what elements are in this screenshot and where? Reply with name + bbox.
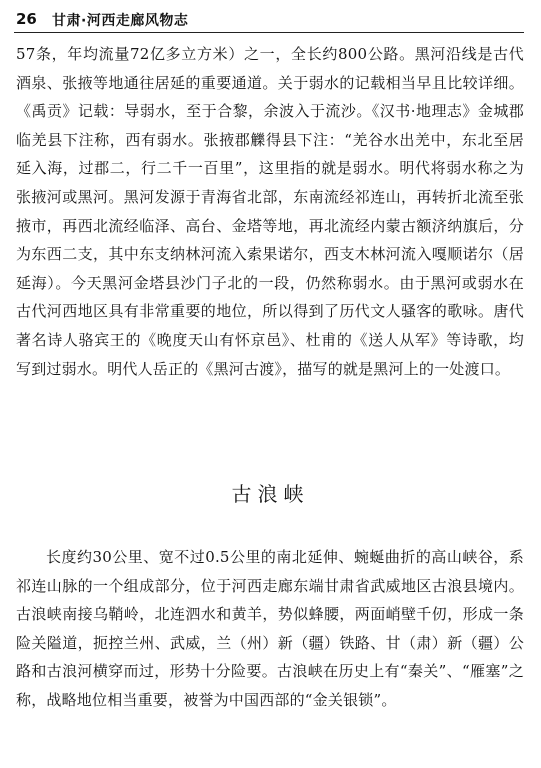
body-paragraph-1: 57条，年均流量72亿多立方米）之一，全长约800公路。黑河沿线是古代酒泉、张掖等地通往居延的重要通道。关于弱水的记载相当早且比较详细。《禹贡》记载：导弱水，至于合黎，余波入于流沙。《汉书·地理志》金城郡临羌县下注称，西有弱水。张掖郡觻得县下注：“羌谷水出羌中，东北至居延入海，过郡二，行二千一百里”，这里指的就是弱水。明代将弱水称之为张掖河或黑河。黑河发源于青海省北部，东南流经祁连山，再转折北流至张掖市，再西北流经临泽、高台、金塔等地，再北流经内蒙古额济纳旗后，分为东西二支，其中东支纳林河流入索果诺尔，西支木林河流入嘎顺诺尔（居延海）。今天黑河金塔县沙门子北的一段，仍然称弱水。由于黑河或弱水在古代河西地区具有非常重要的地位，所以得到了历代文人骚客的歌咏。唐代著名诗人骆宾王的《晚度天山有怀京邑》、杜甫的《送人从军》等诗歌，均写到过弱水。明代人岳正的《黑河古渡》，描写的就是黑河上的一处渡口。	[16, 45, 524, 378]
page-number: 26	[16, 10, 37, 28]
section-heading: 古浪峡	[231, 482, 310, 506]
running-title: 甘肃·河西走廊风物志	[52, 13, 189, 29]
body-paragraph-2: 长度约30公里、宽不过0.5公里的南北延伸、蜿蜒曲折的高山峡谷，系祁连山脉的一个组成部分，位于河西走廊东端甘肃省武威地区古浪县境内。古浪峡南接乌鞘岭，北连泗水和黄羊，势似蜂腰，两面峭壁千仞，形成一条险关隘道，扼控兰州、武威，兰（州）新（疆）铁路、甘（肃）新（疆）公路和古浪河横穿而过，形势十分险要。古浪峡在历史上有“秦关”、“雁塞”之称，战略地位相当重要，被誉为中国西部的“金关银锁”。	[16, 548, 524, 709]
page-header	[14, 8, 524, 33]
